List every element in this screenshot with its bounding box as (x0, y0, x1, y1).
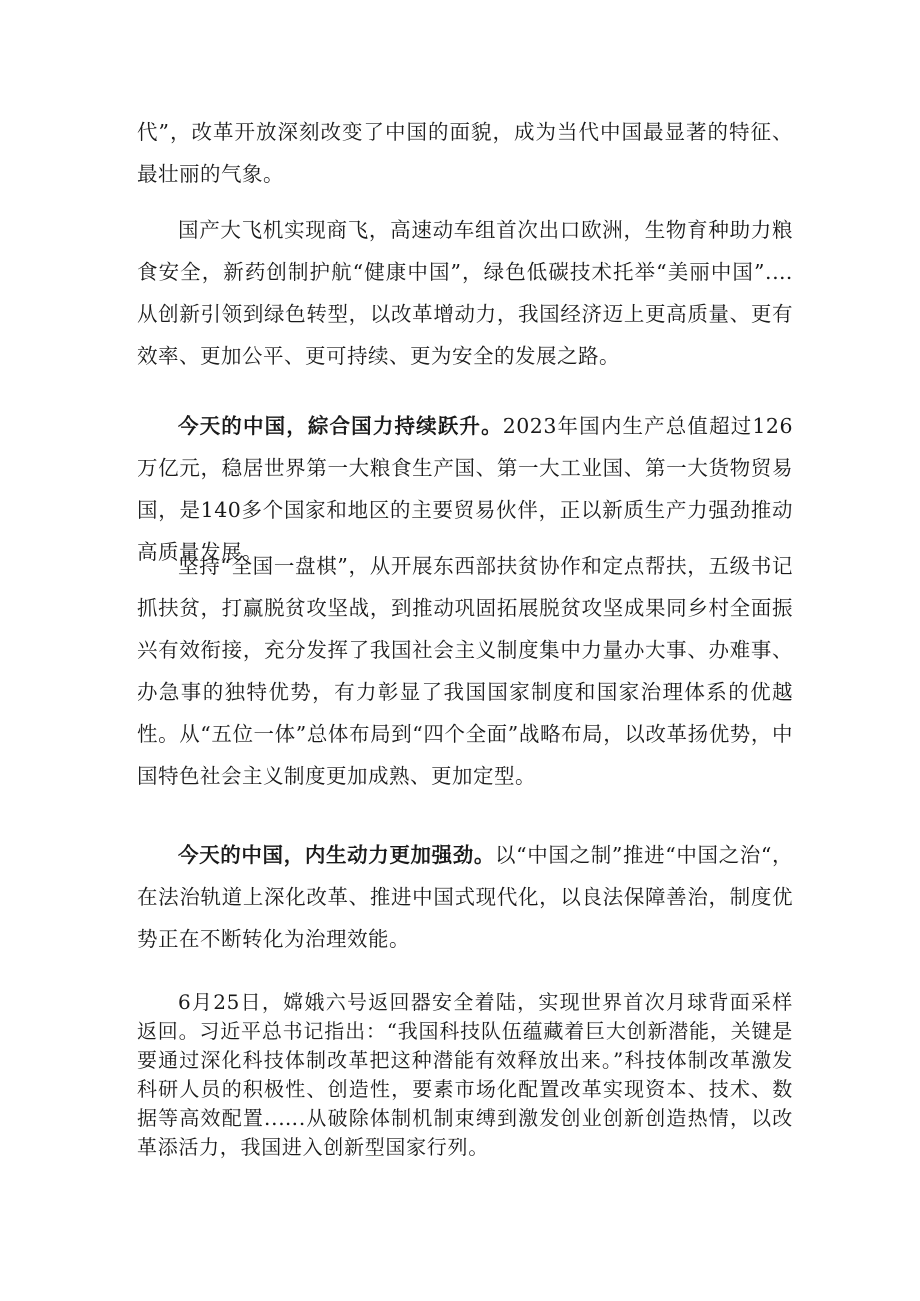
paragraph-internal-drive (137, 834, 793, 960)
paragraph-text: 坚持“全国一盘棋”，从开展东西部扶贫协作和定点帮扶，五级书记抓扶贫，打赢脱贫攻坚战，到推动巩固拓展脱贫攻坚成果同乡村全面振兴有效衔接，充分发挥了我国社会主义制度集中力量办大事、办难事、办急事的独特优势，有力彰显了我国国家制度和国家治理体系的优越性。从“五位一体”总体布局到“四个全面”战略布局，以改革扬优势，中国特色社会主义制度更加成熟、更加定型。 (137, 554, 793, 788)
paragraph-text: 代”，改革开放深刻改变了中国的面貌，成为当代中国最显著的特征、最壮丽的气象。 (137, 120, 793, 186)
paragraph-poverty-alleviation (137, 545, 793, 797)
paragraph-text: 国产大飞机实现商飞，高速动车组首次出口欧洲，生物育种助力粮食安全，新药创制护航“健康中国”，绿色低碳技术托举“美丽中国”.…从创新引领到绿色转型，以改革增动力，我国经济迈上更高质量、更有效率、更加公平、更可持续、更为安全的发展之路。 (137, 218, 793, 368)
paragraph-lead-heading: 今天的中国，内生动力更加强劲。 (178, 843, 496, 867)
paragraph-chang-e-six (137, 988, 793, 1162)
paragraph-lead-heading: 今天的中国，綜合国力持续跃升。 (178, 414, 503, 438)
paragraph-reform-opening-conclusion (137, 111, 793, 195)
paragraph-text: 2023年国内生产总值超过126万亿元，稳居世界第一大粮食生产国、第一大工业国、第一大货物贸易国，是140多个国家和地区的主要贸易伙伴，正以新质生产力强劲推动高质量发展。 (137, 414, 793, 564)
paragraph-text: 以“中国之制”推进“中国之治“，在法治轨道上深化改革、推进中国式现代化，以良法保障善治，制度优势正在不断转化为治理效能。 (137, 843, 794, 951)
paragraph-text: 6月25日，嫦娥六号返回器安全着陆，实现世界首次月球背面采样返回。习近平总书记指出：“我国科技队伍蕴藏着巨大创新潜能，关键是要通过深化科技体制改革把这种潜能有效释放出来。”科技体制改革激发科研人员的积极性、创造性，要素市场化配置改革实现资本、技术、数据等高效配置..….从破除体制机制束缚到激发创业创新创造热情，以改革添活力，我国进入创新型国家行列。 (137, 990, 793, 1159)
paragraph-innovation-achievements (137, 209, 793, 377)
